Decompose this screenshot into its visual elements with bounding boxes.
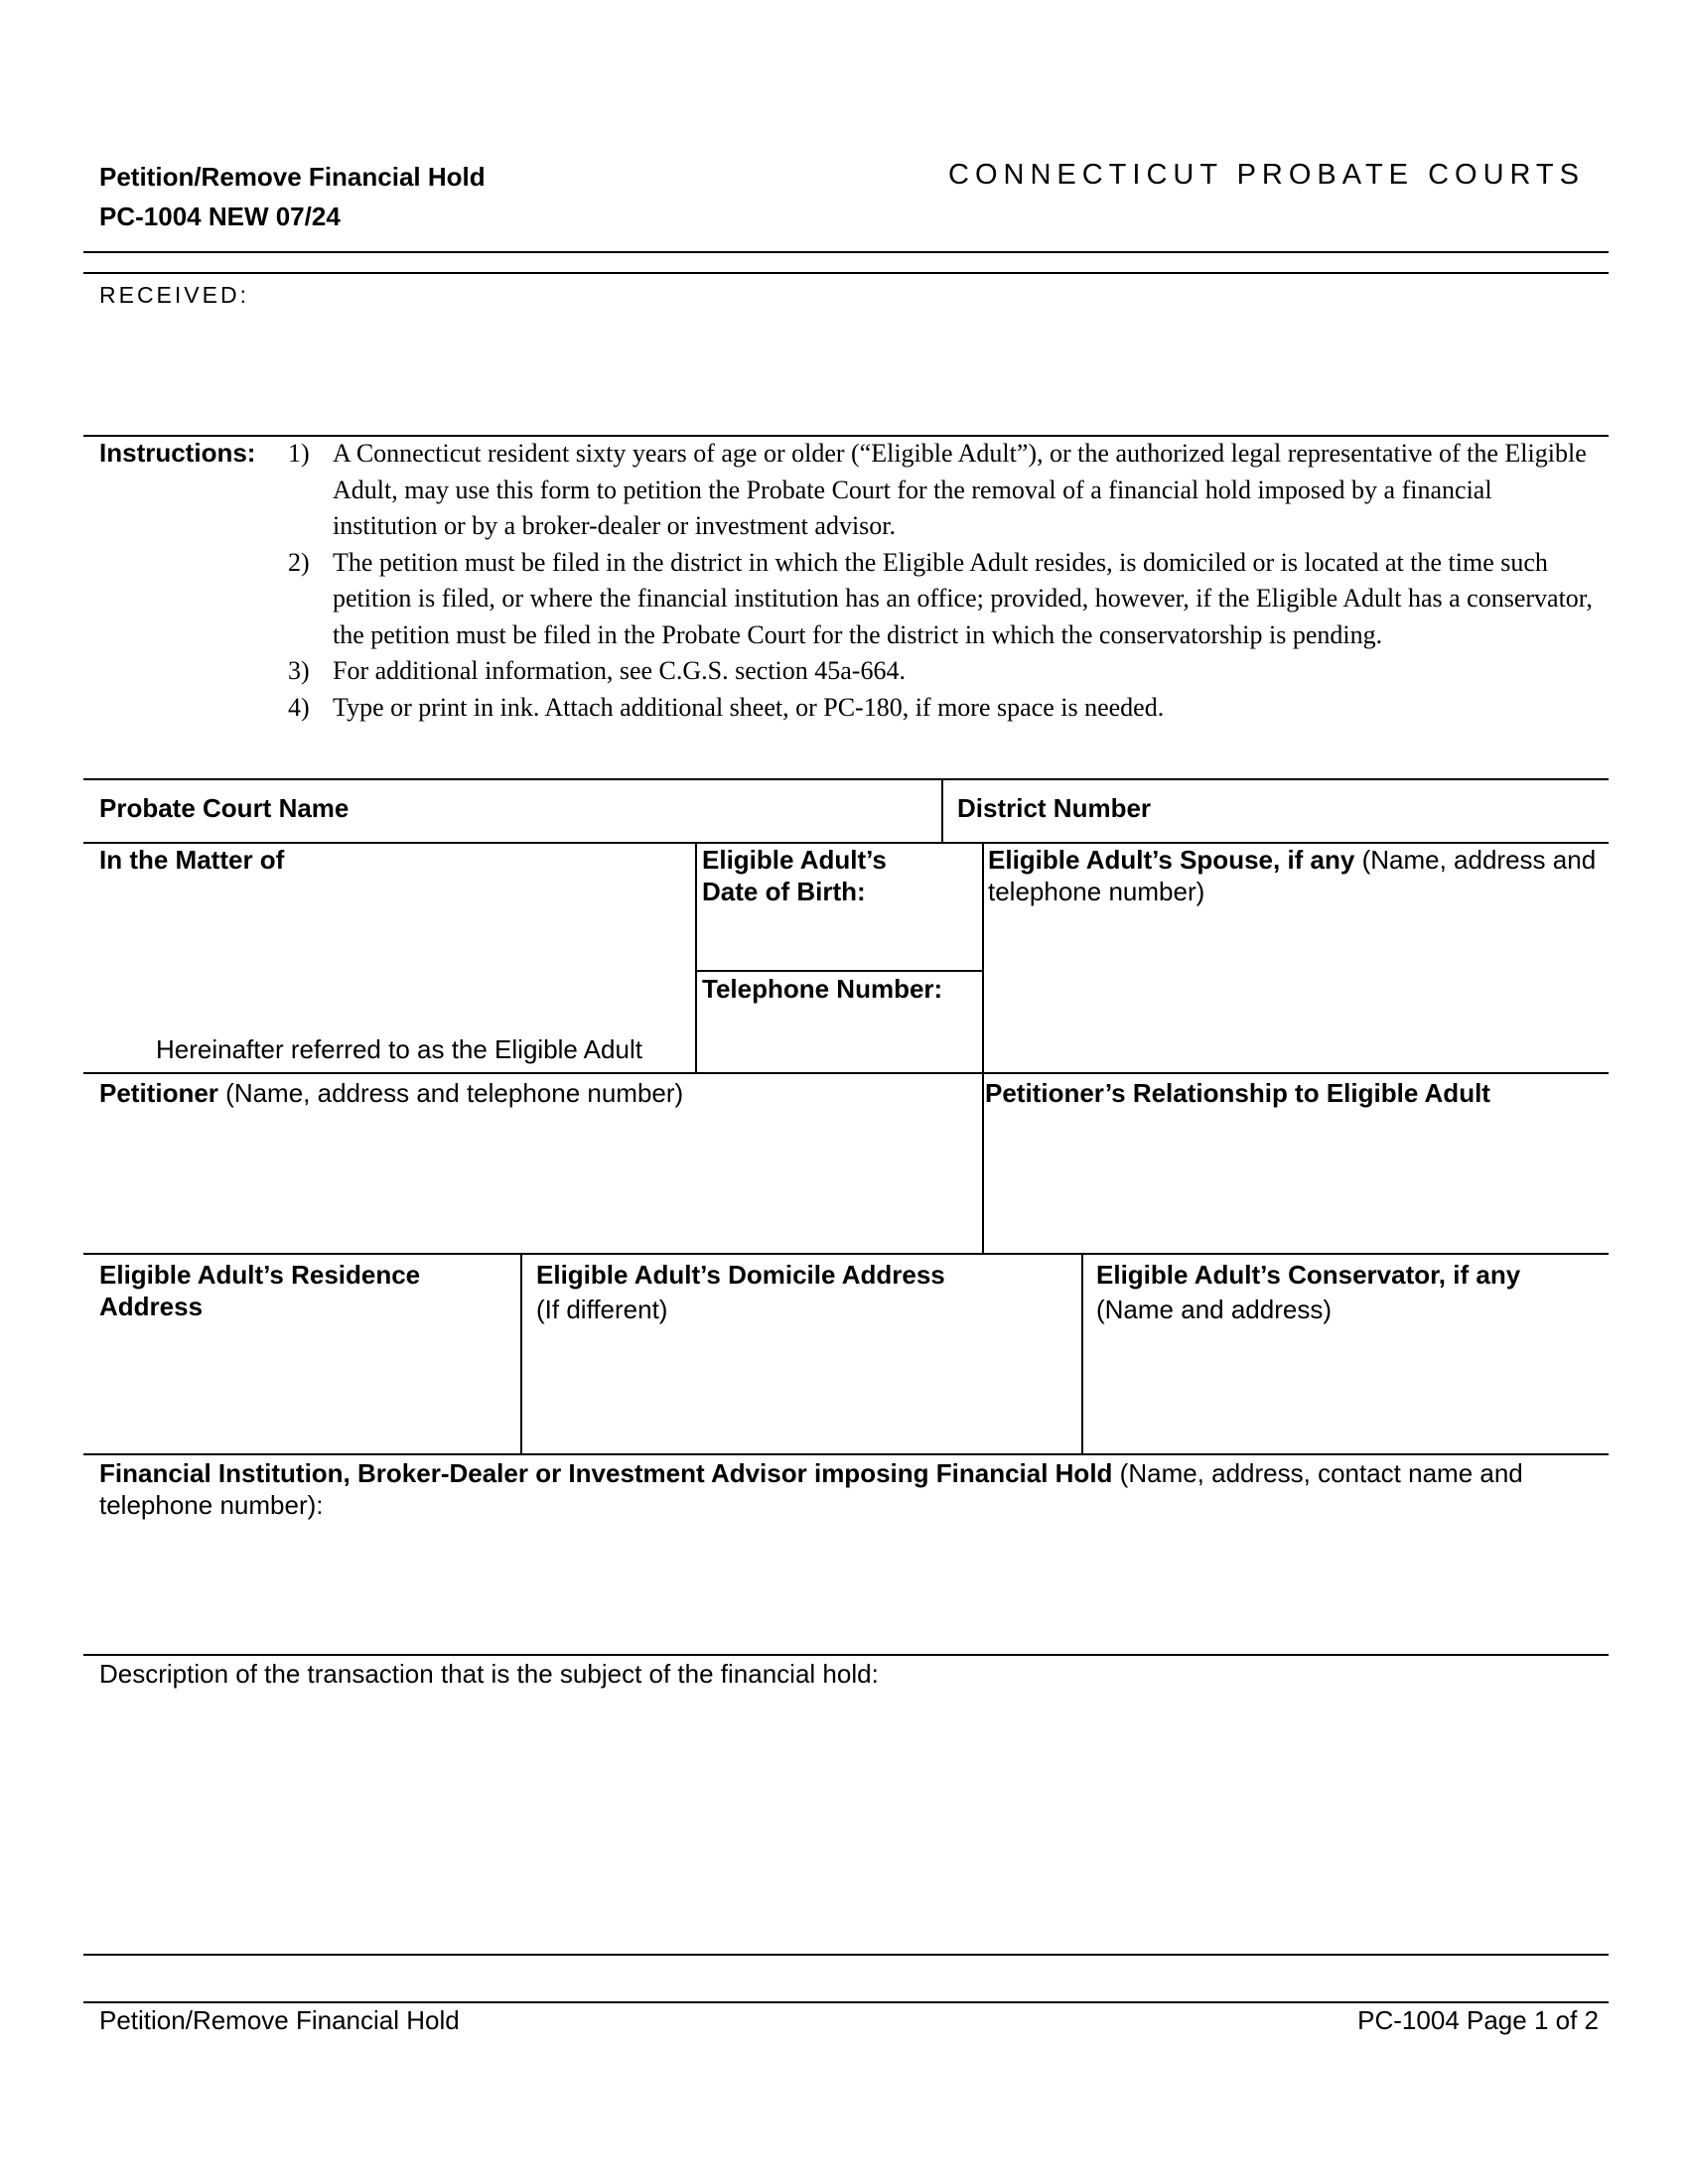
instruction-text: The petition must be filed in the district in which the Eligible Adult resides, is domiciled or is located at the time such petition is filed, or where the financial institution has an office; provided, however, if the Eligible Adult has a conservator, the petition must be filed in the Probate Court for the district in which the conservatorship is pending.	[333, 547, 1593, 649]
instruction-item	[288, 690, 1599, 727]
grid-rule	[83, 1253, 1609, 1255]
grid-divider	[695, 842, 697, 1072]
financial-institution-field[interactable]	[99, 1457, 1599, 1521]
grid-rule	[695, 970, 983, 972]
header-rule-top	[83, 251, 1609, 253]
form-title: Petition/Remove Financial Hold	[99, 162, 486, 192]
instructions-label: Instructions:	[99, 438, 256, 468]
in-the-matter-of-field[interactable]: In the Matter of	[99, 845, 285, 875]
header-rule-bottom	[83, 272, 1609, 274]
financial-institution-hint: (Name, address, contact name and telephone number):	[99, 1458, 1523, 1520]
conservator-label: Eligible Adult’s Conservator, if any	[1096, 1260, 1521, 1290]
grid-divider	[1081, 1253, 1083, 1453]
agency-name: CONNECTICUT PROBATE COURTS	[948, 159, 1585, 191]
relationship-field[interactable]: Petitioner’s Relationship to Eligible Adult	[985, 1078, 1490, 1108]
spouse-label: Eligible Adult’s Spouse, if any	[988, 845, 1355, 875]
residence-label-line1: Eligible Adult’s Residence	[99, 1260, 421, 1290]
instruction-text: Type or print in ink. Attach additional sheet, or PC-180, if more space is needed.	[333, 692, 1165, 722]
instruction-item	[288, 545, 1599, 654]
grid-rule	[83, 2001, 1609, 2003]
dob-label-line1: Eligible Adult’s	[702, 845, 887, 875]
grid-rule	[83, 1654, 1609, 1656]
conservator-hint: (Name and address)	[1096, 1295, 1332, 1324]
financial-institution-label: Financial Institution, Broker-Dealer or Investment Advisor imposing Financial Hold	[99, 1458, 1113, 1488]
grid-rule	[83, 1072, 1609, 1074]
instruction-item	[288, 653, 1599, 690]
grid-rule	[83, 1954, 1609, 1956]
instruction-text: For additional information, see C.G.S. section 45a-664.	[333, 656, 906, 685]
residence-address-field[interactable]	[99, 1259, 420, 1322]
instruction-text: A Connecticut resident sixty years of age or older (“Eligible Adult”), or the authorized legal representative of the Eligible Adult, may use this form to petition the Probate Court for the removal of a financial hold imposed by a financial institution or by a broker-dealer or investment advisor.	[333, 439, 1587, 540]
instruction-number: 1)	[288, 439, 310, 468]
petitioner-label: Petitioner	[99, 1078, 218, 1108]
conservator-field[interactable]	[1096, 1259, 1520, 1325]
instruction-item	[288, 436, 1599, 545]
grid-divider	[520, 1253, 522, 1453]
date-of-birth-field[interactable]	[702, 844, 887, 907]
footer-page-number: PC-1004 Page 1 of 2	[1357, 2005, 1599, 2035]
district-number-field[interactable]: District Number	[957, 793, 1152, 823]
spouse-hint: (Name, address and telephone number)	[988, 845, 1597, 906]
petitioner-field[interactable]	[99, 1077, 683, 1109]
form-header	[99, 157, 486, 236]
domicile-label: Eligible Adult’s Domicile Address	[536, 1260, 945, 1290]
probate-court-name-field[interactable]: Probate Court Name	[99, 793, 350, 823]
footer-form-title: Petition/Remove Financial Hold	[99, 2005, 460, 2035]
form-code: PC-1004 NEW 07/24	[99, 202, 341, 231]
grid-divider	[982, 842, 984, 1253]
grid-rule	[83, 778, 1609, 780]
instruction-number: 4)	[288, 692, 310, 722]
residence-label-line2: Address	[99, 1292, 204, 1321]
grid-rule	[83, 1453, 1609, 1455]
instruction-number: 2)	[288, 547, 310, 577]
telephone-number-field[interactable]: Telephone Number:	[702, 974, 943, 1004]
spouse-field[interactable]	[988, 844, 1599, 907]
dob-label-line2: Date of Birth:	[702, 877, 866, 906]
instruction-number: 3)	[288, 656, 310, 685]
petitioner-hint: (Name, address and telephone number)	[225, 1078, 684, 1108]
transaction-description-field[interactable]: Description of the transaction that is the subject of the financial hold:	[99, 1659, 879, 1689]
domicile-address-field[interactable]	[536, 1259, 945, 1325]
domicile-hint: (If different)	[536, 1295, 668, 1324]
instructions-list	[288, 436, 1599, 726]
received-label: RECEIVED:	[99, 282, 249, 308]
hereinafter-note: Hereinafter referred to as the Eligible Adult	[156, 1034, 642, 1064]
grid-divider	[941, 778, 943, 842]
